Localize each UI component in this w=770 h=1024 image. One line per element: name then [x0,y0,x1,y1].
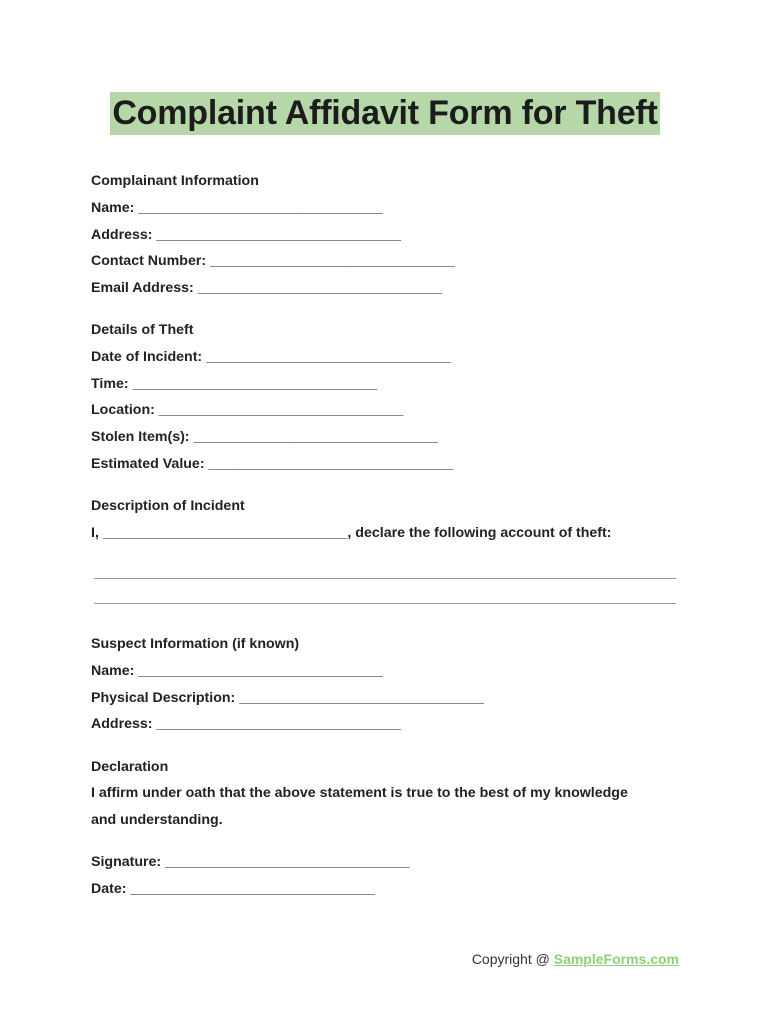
suspect-address-field[interactable]: Address: _______________________________ [91,716,402,732]
incident-heading: Description of Incident [91,498,245,514]
suspect-heading: Suspect Information (if known) [91,636,300,652]
declaration-heading: Declaration [91,759,169,775]
form-title: Complaint Affidavit Form for Theft [110,92,659,135]
complainant-email-field[interactable]: Email Address: _______________________________ [91,280,443,296]
signature-field[interactable]: Signature: _______________________________ [91,854,410,870]
suspect-name-field[interactable]: Name: _______________________________ [91,663,383,679]
copyright-prefix: Copyright @ [471,951,554,967]
complainant-contact-field[interactable]: Contact Number: _______________________________ [91,253,455,269]
estimated-value-field[interactable]: Estimated Value: _______________________________ [91,456,454,472]
description-line-1[interactable] [94,578,676,579]
declaration-text-2: and understanding. [91,812,223,828]
title-container [0,92,770,135]
declarant-name-field[interactable]: I, _______________________________, declare the following account of theft: [91,525,612,541]
declaration-text-1: I affirm under oath that the above statement is true to the best of my knowledge [91,785,628,801]
incident-time-field[interactable]: Time: _______________________________ [91,376,378,392]
theft-heading: Details of Theft [91,322,194,338]
brand-link[interactable]: SampleForms.com [553,951,679,967]
incident-date-field[interactable]: Date of Incident: _______________________________ [91,349,451,365]
incident-location-field[interactable]: Location: _______________________________ [91,402,404,418]
stolen-items-field[interactable]: Stolen Item(s): _______________________________ [91,429,439,445]
complainant-heading: Complainant Information [91,173,259,189]
copyright-footer [472,950,679,968]
complainant-address-field[interactable]: Address: _______________________________ [91,227,402,243]
description-line-2[interactable] [94,603,676,604]
suspect-physical-field[interactable]: Physical Description: _______________________________ [91,690,484,706]
complainant-name-field[interactable]: Name: _______________________________ [91,200,383,216]
signature-date-field[interactable]: Date: _______________________________ [91,881,376,897]
